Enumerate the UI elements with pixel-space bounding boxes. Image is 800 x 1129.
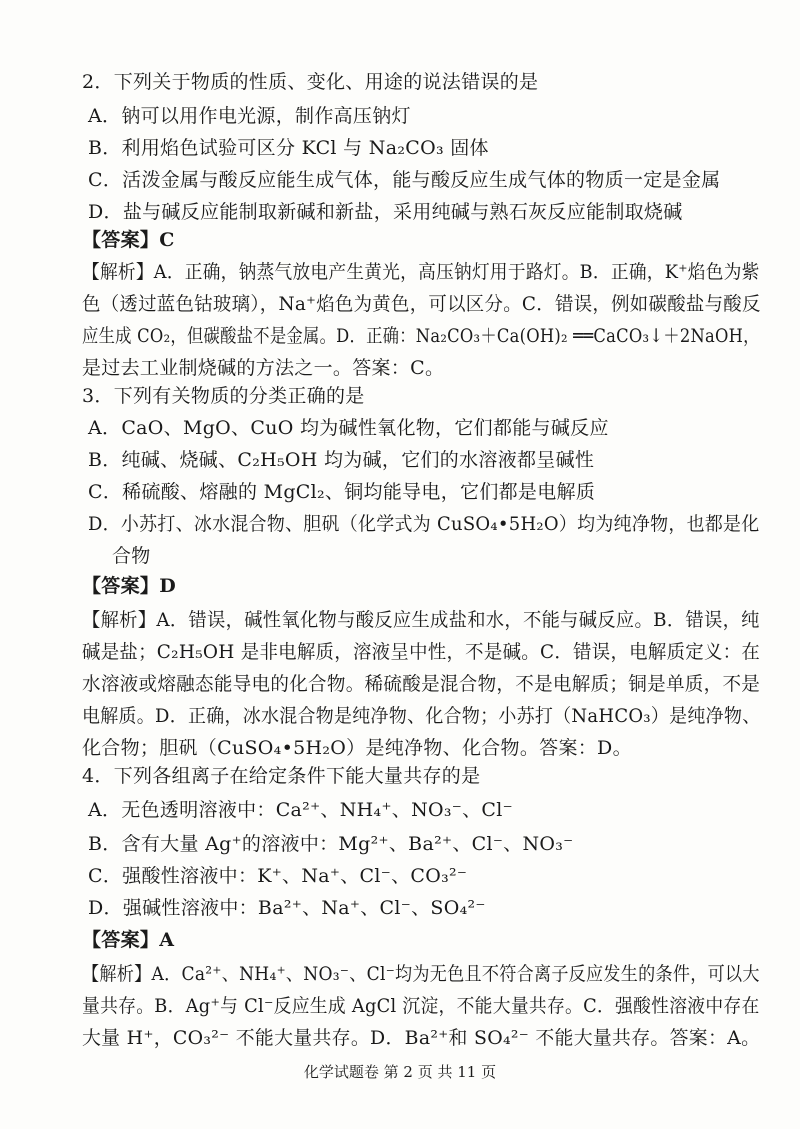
- text-line: 2．下列关于物质的性质、变化、用途的说法错误的是: [82, 71, 539, 93]
- text-line: B．含有大量 Ag⁺的溶液中：Mg²⁺、Ba²⁺、Cl⁻、NO₃⁻: [88, 833, 574, 855]
- text-line: A．CaO、MgO、CuO 均为碱性氧化物，它们都能与碱反应: [88, 417, 609, 439]
- text-line: 大量 H⁺，CO₃²⁻ 不能大量共存。D．Ba²⁺和 SO₄²⁻ 不能大量共存。答案：A。: [82, 1027, 761, 1049]
- text-line: 4．下列各组离子在给定条件下能大量共存的是: [82, 765, 481, 787]
- text-line: 【答案】C: [82, 229, 175, 251]
- text-line: D．盐与碱反应能制取新碱和新盐，采用纯碱与熟石灰反应能制取烧碱: [88, 201, 683, 223]
- text-line: 【解析】A．正确，钠蒸气放电产生黄光，高压钠灯用于路灯。B．正确，K⁺焰色为紫: [82, 261, 760, 283]
- text-line: 色（透过蓝色钴玻璃），Na⁺焰色为黄色，可以区分。C．错误，例如碳酸盐与酸反: [82, 293, 761, 315]
- text-line: C．强酸性溶液中：K⁺、Na⁺、Cl⁻、CO₃²⁻: [88, 865, 468, 887]
- text-line: B．纯碱、烧碱、C₂H₅OH 均为碱，它们的水溶液都呈碱性: [88, 449, 595, 471]
- text-line: 【解析】A．错误，碱性氧化物与酸反应生成盐和水，不能与碱反应。B．错误，纯: [82, 609, 760, 631]
- text-line: C．活泼金属与酸反应能生成气体，能与酸反应生成气体的物质一定是金属: [88, 169, 721, 191]
- text-line: D．强碱性溶液中：Ba²⁺、Na⁺、Cl⁻、SO₄²⁻: [88, 897, 486, 919]
- text-line: 【答案】A: [82, 929, 175, 951]
- text-line: 【答案】D: [82, 575, 176, 597]
- text-line: 【解析】A．Ca²⁺、NH₄⁺、NO₃⁻、Cl⁻均为无色且不符合离子反应发生的条件，可以大: [82, 963, 760, 985]
- text-line: C．稀硫酸、熔融的 MgCl₂、铜均能导电，它们都是电解质: [88, 481, 596, 503]
- page-footer: 化学试题卷 第 2 页 共 11 页: [303, 1063, 497, 1081]
- text-line: 应生成 CO₂，但碳酸盐不是金属。D．正确：Na₂CO₃＋Ca(OH)₂ ══CaCO₃↓＋2NaOH，: [82, 325, 760, 347]
- text-line: 3．下列有关物质的分类正确的是: [82, 385, 365, 407]
- text-line: A．无色透明溶液中：Ca²⁺、NH₄⁺、NO₃⁻、Cl⁻: [88, 799, 513, 821]
- text-line: D．小苏打、冰水混合物、胆矾（化学式为 CuSO₄•5H₂O）均为纯净物，也都是化: [88, 513, 760, 535]
- text-line: 合物: [112, 545, 151, 567]
- text-line: 量共存。B．Ag⁺与 Cl⁻反应生成 AgCl 沉淀，不能大量共存。C．强酸性溶液中存在: [82, 995, 760, 1017]
- text-line: 化合物；胆矾（CuSO₄•5H₂O）是纯净物、化合物。答案：D。: [82, 737, 632, 759]
- text-line: 碱是盐；C₂H₅OH 是非电解质，溶液呈中性，不是碱。C．错误，电解质定义：在: [82, 641, 761, 663]
- text-line: 电解质。D．正确，冰水混合物是纯净物、化合物；小苏打（NaHCO₃）是纯净物、: [82, 705, 761, 727]
- text-line: 水溶液或熔融态能导电的化合物。稀硫酸是混合物，不是电解质；铜是单质，不是: [82, 673, 761, 695]
- text-line: A．钠可以用作电光源，制作高压钠灯: [88, 105, 411, 127]
- text-line: 是过去工业制烧碱的方法之一。答案：C。: [82, 357, 445, 379]
- text-line: B．利用焰色试验可区分 KCl 与 Na₂CO₃ 固体: [88, 137, 489, 159]
